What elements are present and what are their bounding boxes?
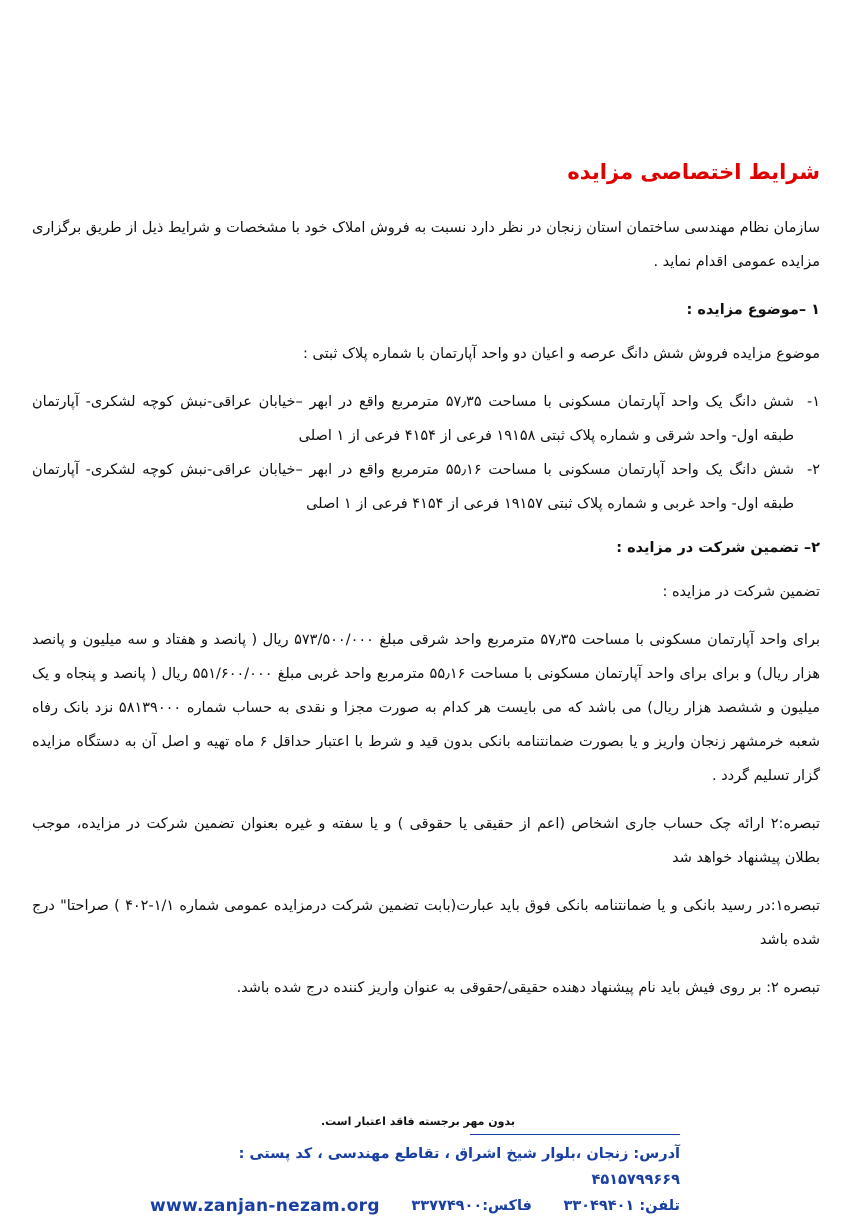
stamp-note: بدون مهر برجسته فاقد اعتبار است. bbox=[320, 1115, 515, 1128]
section2-heading: ۲– تضمین شرکت در مزایده : bbox=[616, 540, 820, 556]
note-paragraph: تبصره ۲: بر روی فیش باید نام پیشنهاد دهنده حقیقی/حقوقی به عنوان واریز کننده درج شده باشد. bbox=[236, 980, 820, 996]
list-item-text: شش دانگ یک واحد آپارتمان مسکونی با مساحت ۵۵٫۱۶ مترمربع واقع در ابهر –خیابان عراقی-نبش کوچه لشکری- آپارتمان طبقه اول- واحد غربی و شماره پلاک ثبتی ۱۹۱۵۷ فرعی از ۴۱۵۴ فرعی از ۱ اصلی bbox=[32, 462, 794, 512]
fax-text: فاکس:۳۳۷۷۴۹۰۰ bbox=[411, 1198, 532, 1214]
letterhead-footer bbox=[150, 1110, 680, 1219]
note-paragraph: تبصره۱:در رسید بانکی و یا ضمانتنامه بانکی فوق باید عبارت(بابت تضمین شرکت درمزایده عمومی شماره ۱/۱-۴۰۲ ) صراحتا" درج شده باشد bbox=[32, 898, 820, 948]
phone-text: تلفن: ۳۳۰۴۹۴۰۱ bbox=[563, 1198, 680, 1214]
note-paragraph: تبصره:۲ ارائه چک حساب جاری اشخاص (اعم از حقیقی یا حقوقی ) و یا سفته و غیره بعنوان تضمین شرکت در مزایده، موجب بطلان پیشنهاد خواهد شد bbox=[32, 816, 820, 866]
guarantee-paragraph: برای واحد آپارتمان مسکونی با مساحت ۵۷٫۳۵ مترمربع واحد شرقی مبلغ ۵۷۳/۵۰۰/۰۰۰ ریال ( پانصد و هفتاد و سه میلیون و پانصد هزار ریال) و برای برای واحد آپارتمان مسکونی با مساحت ۵۵٫۱۶ مترمربع واحد غربی مبلغ ۵۵۱/۶۰۰/۰۰۰ ریال ( پانصد و پنجاه و یک میلیون و ششصد هزار ریال) می باشد که می بایست هر کدام به صورت مجزا و نقدی به حساب شماره ۵۸۱۳۹۰۰۰ نزد بانک رفاه شعبه خرمشهر زنجان واریز و یا بصورت ضمانتنامه بانکی بدون قید و شرط با اعتبار حداقل ۶ ماه تهیه و اصل آن به دستگاه مزایده گزار تسلیم گردد . bbox=[32, 632, 820, 784]
contact-row bbox=[150, 1193, 680, 1219]
list-item bbox=[32, 453, 820, 521]
document-title: شرایط اختصاصی مزایده bbox=[567, 160, 820, 184]
list-item-number: ۱- bbox=[806, 394, 820, 410]
footer-divider bbox=[470, 1134, 680, 1135]
list-item-number: ۲- bbox=[806, 462, 820, 478]
section1-heading: ۱ –موضوع مزایده : bbox=[686, 302, 820, 318]
list-item bbox=[32, 385, 820, 453]
address-row bbox=[150, 1141, 680, 1193]
intro-paragraph: سازمان نظام مهندسی ساختمان استان زنجان در نظر دارد نسبت به فروش املاک خود با مشخصات و شرایط ذیل از طریق برگزاری مزایده عمومی اقدام نماید . bbox=[32, 220, 820, 270]
section2-lead: تضمین شرکت در مزایده : bbox=[662, 584, 820, 600]
property-list bbox=[32, 385, 820, 521]
list-item-text: شش دانگ یک واحد آپارتمان مسکونی با مساحت ۵۷٫۳۵ مترمربع واقع در ابهر –خیابان عراقی-نبش کوچه لشکری- آپارتمان طبقه اول- واحد شرقی و شماره پلاک ثبتی ۱۹۱۵۸ فرعی از ۴۱۵۴ فرعی از ۱ اصلی bbox=[32, 394, 794, 444]
website-link[interactable]: www.zanjan-nezam.org bbox=[150, 1196, 380, 1216]
section1-lead: موضوع مزایده فروش شش دانگ عرصه و اعیان دو واحد آپارتمان با شماره پلاک ثبتی : bbox=[303, 346, 820, 362]
document-body bbox=[32, 155, 820, 1019]
address-text: آدرس: زنجان ،بلوار شیخ اشراق ، تقاطع مهندسی ، کد پستی : ۴۵۱۵۷۹۹۶۶۹ bbox=[238, 1146, 680, 1188]
